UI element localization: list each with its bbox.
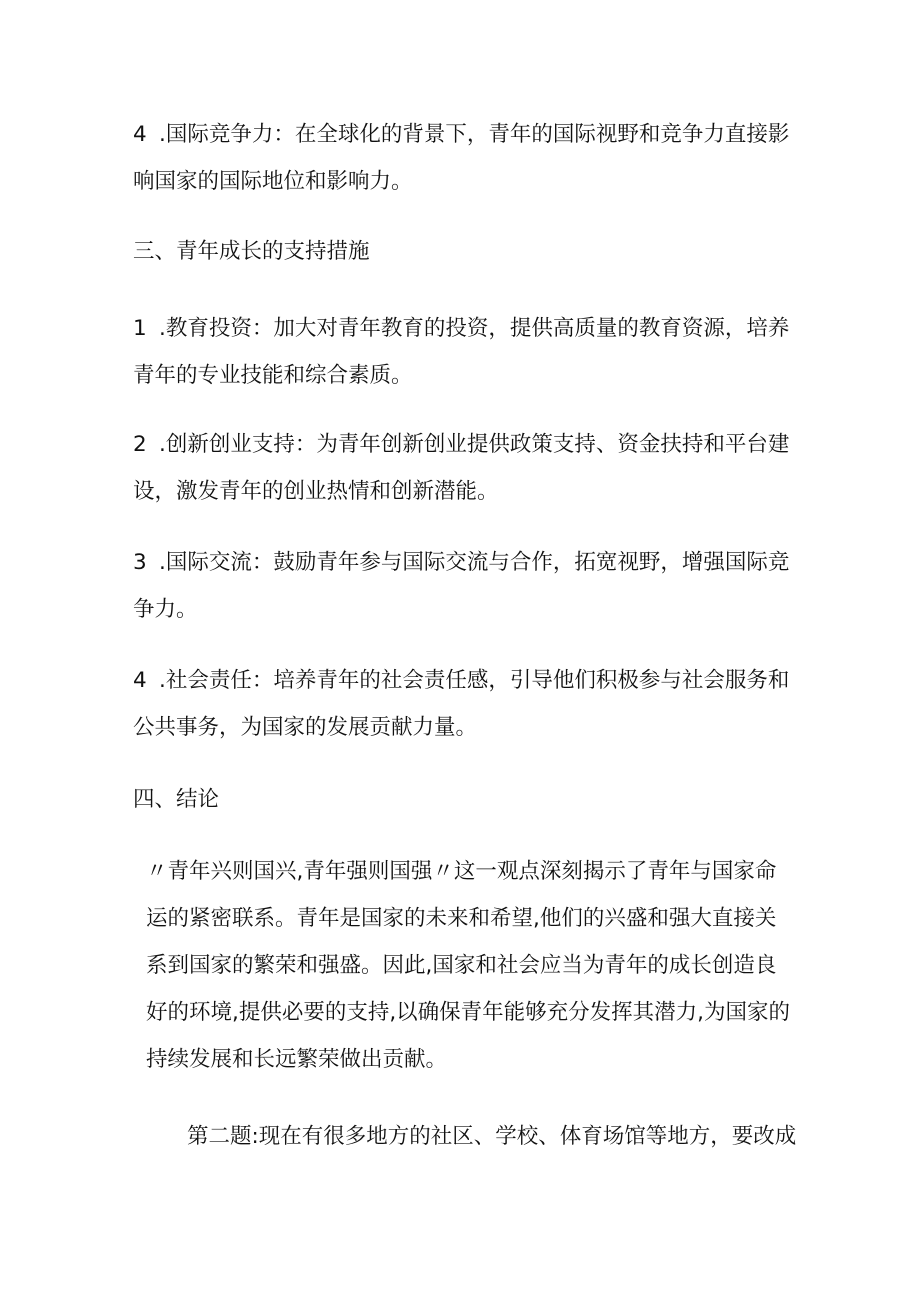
paragraph-question-two: 第二题:现在有很多地方的社区、学校、体育场馆等地方，要改成 xyxy=(187,1124,797,1149)
paragraph-text: .教育投资：加大对青年教育的投资，提供高质量的教育资源，培养青年的专业技能和综合素质。 xyxy=(133,316,790,388)
paragraph-text: .国际竞争力：在全球化的背景下，青年的国际视野和竞争力直接影响国家的国际地位和影响力。 xyxy=(133,122,790,194)
paragraph-international-exchange xyxy=(133,539,793,633)
item-number: 3 xyxy=(133,550,147,575)
section-heading-support-measures: 三、青年成长的支持措施 xyxy=(133,239,370,264)
item-number: 4 xyxy=(133,122,147,147)
paragraph-international-competitiveness xyxy=(133,111,793,205)
item-number: 2 xyxy=(133,432,147,457)
paragraph-social-responsibility xyxy=(133,657,793,751)
paragraph-text: .国际交流：鼓励青年参与国际交流与合作，拓宽视野，增强国际竞争力。 xyxy=(133,550,790,622)
paragraph-innovation-support xyxy=(133,421,793,515)
section-heading-conclusion: 四、结论 xyxy=(133,787,220,812)
item-number: 4 xyxy=(133,668,147,693)
paragraph-conclusion: 〃青年兴则国兴,青年强则国强〃这一观点深刻揭示了青年与国家命运的紧密联系。青年是国家的未来和希望,他们的兴盛和强大直接关系到国家的繁荣和强盛。因此,国家和社会应当为青年的成长创造良好的环境,提供必要的支持,以确保青年能够充分发挥其潜力,为国家的持续发展和长远繁荣做出贡献。 xyxy=(146,859,791,1072)
paragraph-education-investment xyxy=(133,305,793,399)
paragraph-text: .社会责任：培养青年的社会责任感，引导他们积极参与社会服务和公共事务，为国家的发展贡献力量。 xyxy=(133,668,790,740)
paragraph-text: .创新创业支持：为青年创新创业提供政策支持、资金扶持和平台建设，激发青年的创业热情和创新潜能。 xyxy=(133,432,790,504)
item-number: 1 xyxy=(133,316,147,341)
